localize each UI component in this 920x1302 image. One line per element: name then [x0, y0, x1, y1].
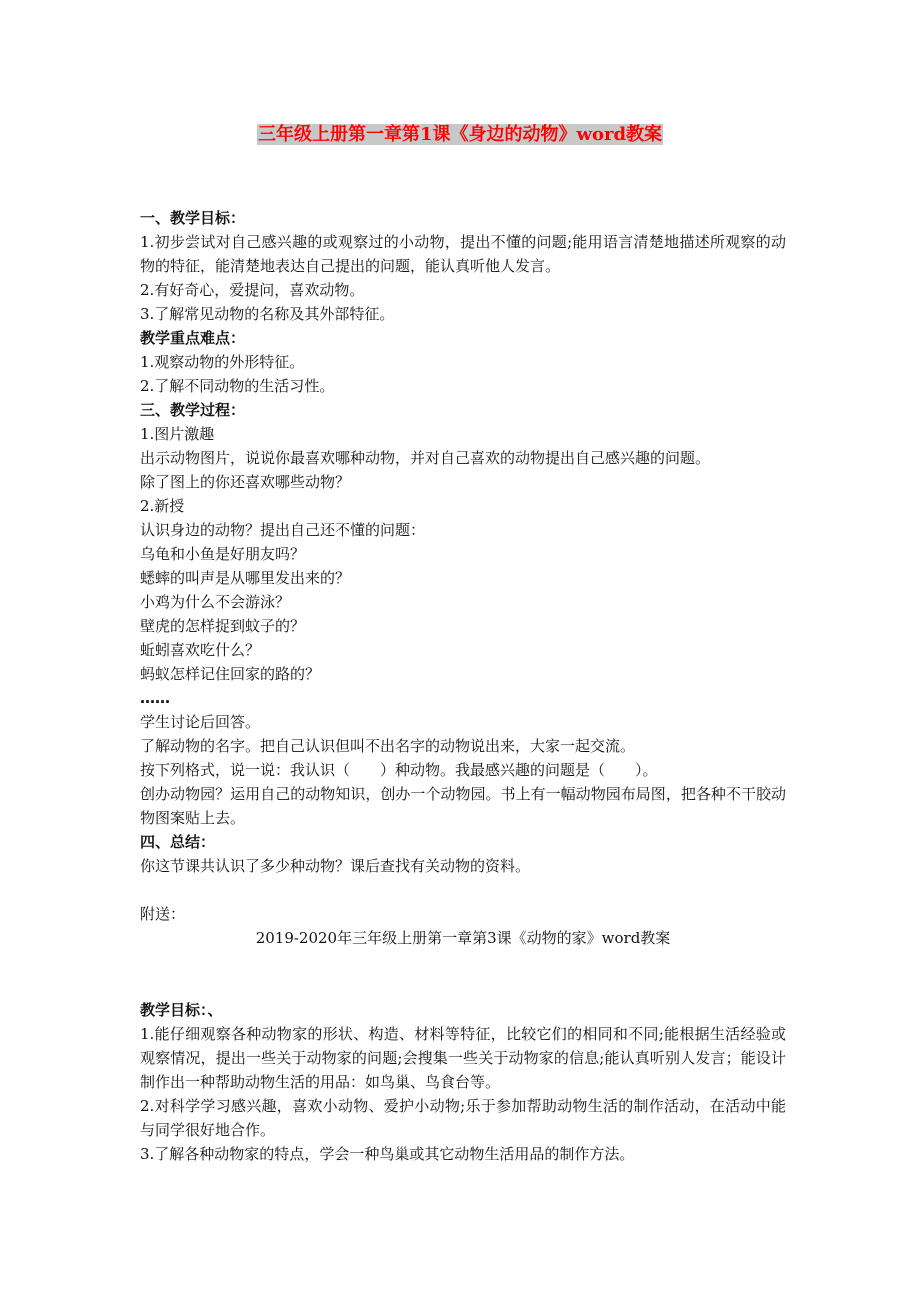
paragraph: 2.了解不同动物的生活习性。 [140, 377, 335, 395]
paragraph: 创办动物园？运用自己的动物知识，创办一个动物园。书上有一幅动物园布局图，把各种不干胶动物图案贴上去。 [140, 785, 786, 827]
appendix-title: 2019-2020年三年级上册第一章第3课《动物的家》word教案 [255, 929, 671, 947]
paragraph: 认识身边的动物？提出自己还不懂的问题： [140, 521, 426, 539]
paragraph: 你这节课共认识了多少种动物？课后查找有关动物的资料。 [140, 857, 531, 875]
paragraph: 2.有好奇心，爱提问，喜欢动物。 [140, 281, 365, 299]
paragraph: 蚂蚁怎样记住回家的路的？ [140, 665, 321, 683]
paragraph: 学生讨论后回答。 [140, 713, 261, 731]
document-title: 三年级上册第一章第1课《身边的动物》word教案 [257, 124, 663, 145]
paragraph: 小鸡为什么不会游泳？ [140, 593, 291, 611]
paragraph: 2.对科学学习感兴趣，喜欢小动物、爱护小动物;乐于参加帮助动物生活的制作活动，在活动中能与同学很好地合作。 [140, 1097, 786, 1139]
paragraph: 3.了解各种动物家的特点，学会一种鸟巢或其它动物生活用品的制作方法。 [140, 1145, 635, 1163]
paragraph: 壁虎的怎样捉到蚊子的？ [140, 617, 306, 635]
paragraph: 蚯蚓喜欢吃什么？ [140, 641, 261, 659]
section-heading: 三、教学过程： [140, 401, 246, 419]
paragraph: 2.新授 [140, 497, 185, 515]
document-title-wrap [0, 122, 920, 148]
paragraph: 蟋蟀的叫声是从哪里发出来的？ [140, 569, 351, 587]
paragraph: 了解动物的名字。把自己认识但叫不出名字的动物说出来，大家一起交流。 [140, 737, 636, 755]
paragraph: 1.图片激趣 [140, 425, 215, 443]
section-heading: 四、总结： [140, 833, 216, 851]
paragraph: 除了图上的你还喜欢哪些动物？ [140, 473, 351, 491]
paragraph: 乌龟和小鱼是好朋友吗？ [140, 545, 306, 563]
paragraph: 1.能仔细观察各种动物家的形状、构造、材料等特征，比较它们的相同和不同;能根据生活经验或观察情况，提出一些关于动物家的问题;会搜集一些关于动物家的信息;能认真听别人发言；能设计制作出一种帮助动物生活的用品：如鸟巢、鸟食台等。 [140, 1025, 786, 1091]
section-heading: 教学目标：、 [140, 1001, 223, 1019]
section-heading: 教学重点难点： [140, 329, 246, 347]
paragraph: 3.了解常见动物的名称及其外部特征。 [140, 305, 395, 323]
paragraph: 出示动物图片，说说你最喜欢哪种动物，并对自己喜欢的动物提出自己感兴趣的问题。 [140, 449, 711, 467]
appendix-label: 附送： [140, 905, 186, 923]
section-heading: 一、教学目标： [140, 209, 246, 227]
paragraph: 按下列格式，说一说：我认识（ ）种动物。我最感兴趣的问题是（ ）。 [140, 761, 658, 779]
paragraph: …… [140, 689, 170, 707]
document-body [140, 206, 786, 1166]
paragraph: 1.观察动物的外形特征。 [140, 353, 305, 371]
paragraph: 1.初步尝试对自己感兴趣的或观察过的小动物，提出不懂的问题;能用语言清楚地描述所观察的动物的特征，能清楚地表达自己提出的问题，能认真听他人发言。 [140, 233, 786, 275]
